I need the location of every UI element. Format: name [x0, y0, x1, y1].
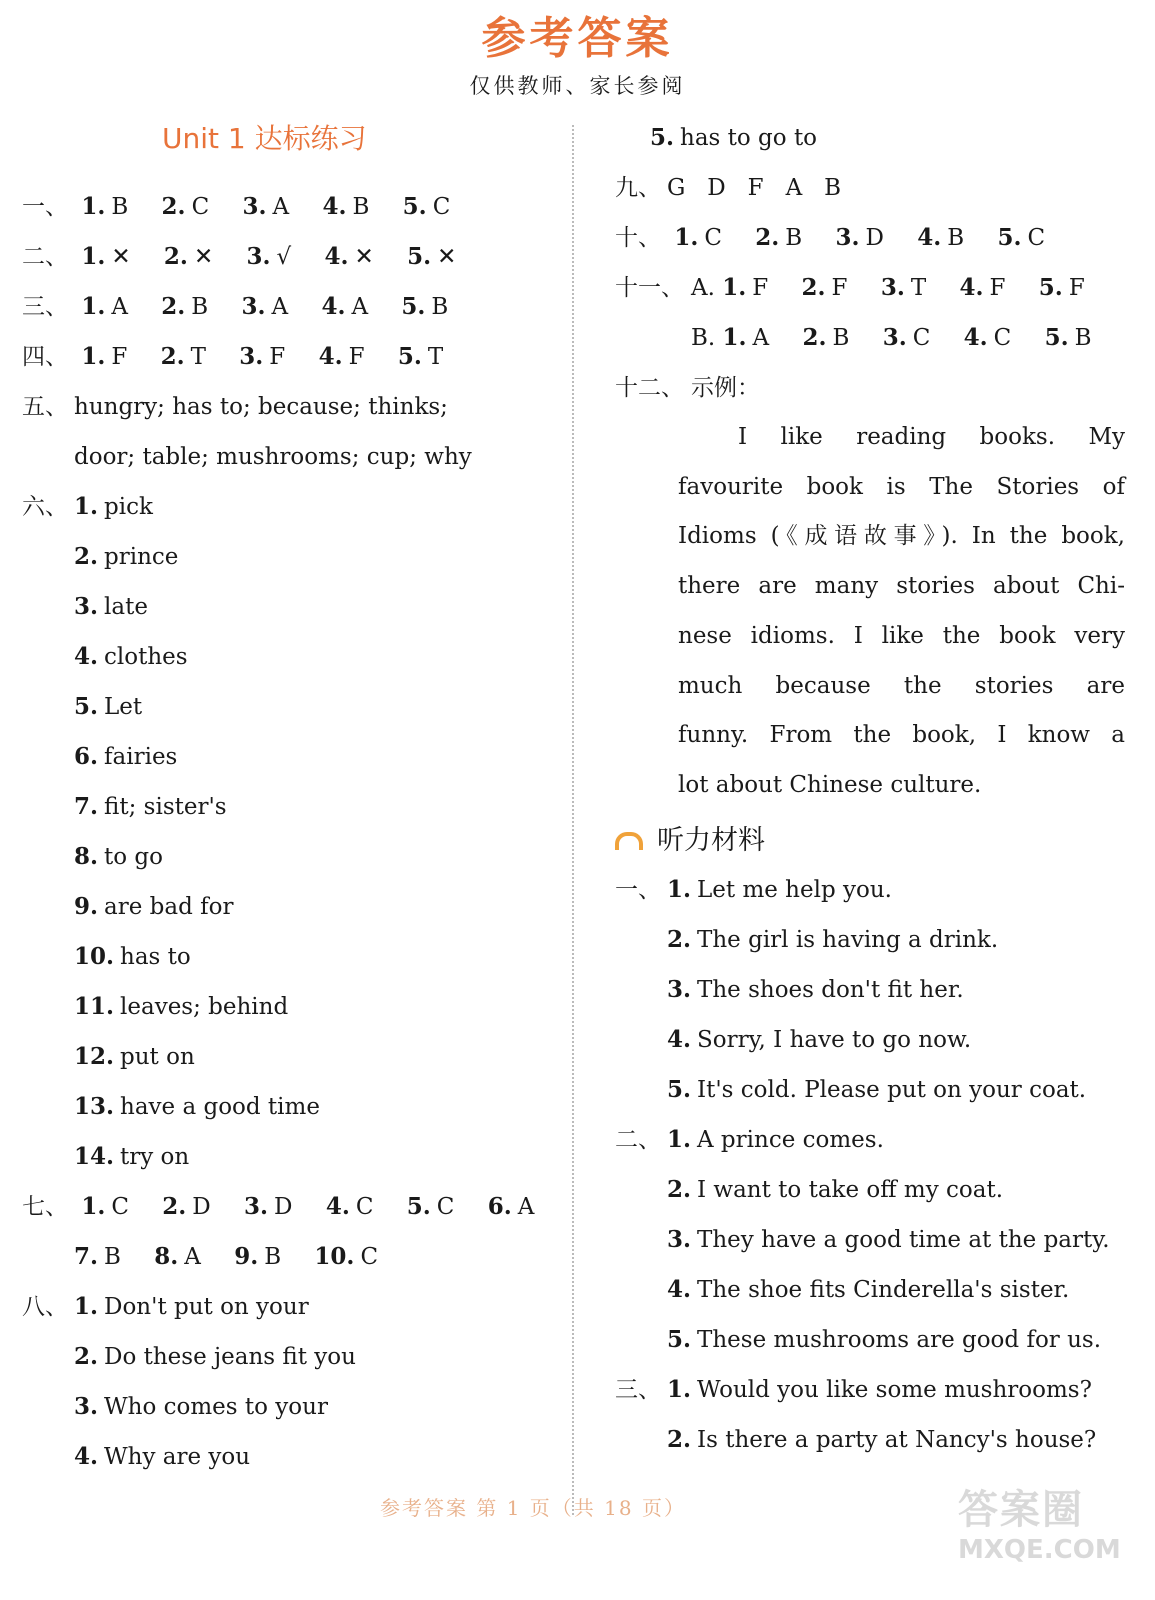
essay-line: lot about Chinese culture.: [678, 771, 982, 798]
answer-item: 9. B: [234, 1243, 282, 1270]
watermark-url: MXQE.COM: [958, 1535, 1121, 1565]
answer-item: 1. ✕: [81, 243, 131, 270]
answer-item: 5. C: [402, 193, 451, 220]
section-3: [22, 282, 562, 332]
section-mark: 六、: [22, 494, 68, 520]
section-mark: 三、: [615, 1376, 661, 1403]
answer-item: 2. T: [160, 343, 206, 370]
section-6-item: 12. put on: [74, 1043, 195, 1070]
answer-item: 8. A: [154, 1243, 201, 1270]
section-4: [22, 332, 562, 382]
section-2: [22, 232, 562, 282]
answer-item: 2. B: [755, 224, 803, 251]
answer-item: 4. F: [318, 343, 365, 370]
section-mark: 一、: [615, 876, 661, 903]
column-divider: [572, 125, 574, 1515]
watermark-logo: [958, 1478, 1138, 1588]
answer-item: 3. F: [239, 343, 286, 370]
answer-item: 4. C: [325, 1193, 374, 1220]
answer-item: 1. B: [81, 193, 129, 220]
answer-line: G D F A B: [667, 175, 842, 201]
listening-item: 3. The shoes don't fit her.: [667, 975, 964, 1003]
section-6-item: 3. late: [74, 593, 148, 620]
answer-item: 1. A: [722, 324, 770, 351]
listening-item: 三、 1. Would you like some mushrooms?: [615, 1365, 1125, 1415]
answer-item: 5. C: [997, 224, 1046, 251]
answer-item: 3. D: [835, 224, 884, 251]
section-6-item: 5. Let: [74, 693, 143, 720]
part-label: B.: [691, 325, 716, 351]
section-6-item: 4. clothes: [74, 643, 188, 670]
left-column: [22, 116, 562, 1482]
answer-item: 3. A: [242, 193, 290, 220]
part-label: A.: [691, 275, 715, 301]
section-8-item: 八、 1. Don't put on your: [22, 1282, 562, 1332]
listening-item: 一、 1. Let me help you.: [615, 865, 1125, 915]
answer-item: 1. A: [81, 293, 128, 320]
answer-item: 5. F: [1038, 274, 1085, 301]
answer-item: 5. ✕: [407, 243, 457, 270]
section-6-item: 8. to go: [74, 843, 163, 870]
section-8-item: 5. has to go to: [650, 124, 818, 151]
section-6-item: 14. try on: [74, 1143, 190, 1170]
page-footer: 参考答案 第 1 页（共 18 页）: [380, 1496, 686, 1520]
essay-line: much because the stories are: [678, 672, 1125, 699]
listening-item: 4. Sorry, I have to go now.: [667, 1025, 972, 1053]
listening-heading: 听力材料: [615, 811, 1125, 865]
answer-item: 3. D: [244, 1193, 293, 1220]
headphones-icon: [615, 832, 643, 850]
answer-item: 10. C: [314, 1243, 379, 1270]
page-subtitle: 仅供教师、家长参阅: [469, 74, 686, 98]
section-8-item: 3. Who comes to your: [74, 1393, 328, 1420]
section-8-item: 4. Why are you: [74, 1443, 251, 1470]
answer-item: 2. C: [161, 193, 210, 220]
section-5: [22, 382, 562, 432]
section-12: [615, 363, 1125, 413]
section-6-item: 7. fit; sister's: [74, 793, 227, 820]
essay-line: there are many stories about Chi-: [678, 573, 1125, 600]
answer-item: 4. C: [963, 324, 1012, 351]
section-11-b: [615, 313, 1125, 363]
section-mark: 十二、: [615, 375, 684, 401]
section-5-cont: [22, 432, 562, 482]
answer-line: door; table; mushrooms; cup; why: [74, 444, 472, 470]
answer-item: 1. C: [81, 1193, 129, 1220]
section-mark: 一、: [22, 194, 68, 220]
answer-item: 5. B: [1044, 324, 1092, 351]
answer-item: 3. A: [241, 293, 289, 320]
section-6-item: 10. has to: [74, 943, 191, 970]
answer-item: 5. B: [401, 293, 449, 320]
listening-item: 2. Is there a party at Nancy's house?: [667, 1425, 1097, 1453]
listening-item: 2. I want to take off my coat.: [667, 1175, 1004, 1203]
page-title: 参考答案: [481, 13, 674, 64]
answer-item: 5. T: [397, 343, 444, 370]
section-mark: 十一、: [615, 275, 684, 301]
listening-item: 3. They have a good time at the party.: [667, 1225, 1110, 1253]
section-8-item: 2. Do these jeans fit you: [74, 1343, 356, 1370]
section-9: [615, 163, 1125, 213]
essay-line: Idioms (《成语故事》). In the book,: [678, 523, 1125, 550]
essay-line: nese idioms. I like the book very: [678, 622, 1125, 649]
section-mark: 五、: [22, 394, 68, 420]
unit-title: Unit 1 达标练习: [162, 122, 367, 155]
section-mark: 二、: [22, 244, 68, 270]
section-mark: 七、: [22, 1194, 68, 1220]
answer-item: 4. F: [959, 274, 1006, 301]
section-6-item: 13. have a good time: [74, 1093, 320, 1120]
listening-item: 二、 1. A prince comes.: [615, 1115, 1125, 1165]
section-11-a: [615, 263, 1125, 313]
essay-line: funny. From the book, I know a: [678, 722, 1125, 749]
answer-item: 3. C: [882, 324, 931, 351]
section-6-item: 9. are bad for: [74, 893, 234, 920]
listening-item: 5. These mushrooms are good for us.: [667, 1325, 1102, 1353]
essay-line: I like reading books. My: [738, 424, 1125, 450]
right-column: [615, 113, 1125, 1465]
answer-item: 4. B: [322, 193, 370, 220]
section-mark: 二、: [615, 1126, 661, 1153]
answer-item: 6. A: [487, 1193, 535, 1220]
answer-item: 3. T: [880, 274, 927, 301]
answer-item: 1. F: [722, 274, 769, 301]
answer-item: 2. B: [161, 293, 209, 320]
answer-item: 2. F: [801, 274, 848, 301]
section-6-item: 2. prince: [74, 543, 179, 570]
answer-item: 4. ✕: [324, 243, 374, 270]
watermark-text: 答案圈: [958, 1487, 1084, 1533]
section-mark: 三、: [22, 294, 68, 320]
section-mark: 八、: [22, 1294, 68, 1320]
listening-item: 5. It's cold. Please put on your coat.: [667, 1075, 1087, 1103]
answer-item: 4. B: [917, 224, 965, 251]
section-1: [22, 182, 562, 232]
example-label: 示例：: [691, 375, 760, 401]
listening-item: 2. The girl is having a drink.: [667, 925, 999, 953]
answer-line: hungry; has to; because; thinks;: [74, 394, 448, 420]
answer-item: 2. ✕: [163, 243, 214, 270]
answer-item: 5. C: [406, 1193, 455, 1220]
essay-line: favourite book is The Stories of: [678, 473, 1125, 500]
answer-item: 2. D: [162, 1193, 211, 1220]
answer-item: 3. √: [246, 243, 292, 270]
section-7: [22, 1182, 562, 1232]
answer-item: 2. B: [802, 324, 850, 351]
section-6-item: 六、 1. pick: [22, 482, 562, 532]
answer-item: 7. B: [74, 1243, 121, 1270]
answer-item: 1. F: [81, 343, 128, 370]
section-mark: 九、: [615, 175, 661, 201]
answer-item: 4. A: [321, 293, 369, 320]
section-10: [615, 213, 1125, 263]
answer-item: 1. C: [674, 224, 722, 251]
section-6-item: 11. leaves; behind: [74, 993, 289, 1020]
section-mark: 四、: [22, 344, 68, 370]
section-mark: 十、: [615, 225, 661, 251]
listening-item: 4. The shoe fits Cinderella's sister.: [667, 1275, 1070, 1303]
sample-essay: [615, 413, 1125, 811]
section-6-item: 6. fairies: [74, 743, 178, 770]
section-7-cont: [22, 1232, 562, 1282]
